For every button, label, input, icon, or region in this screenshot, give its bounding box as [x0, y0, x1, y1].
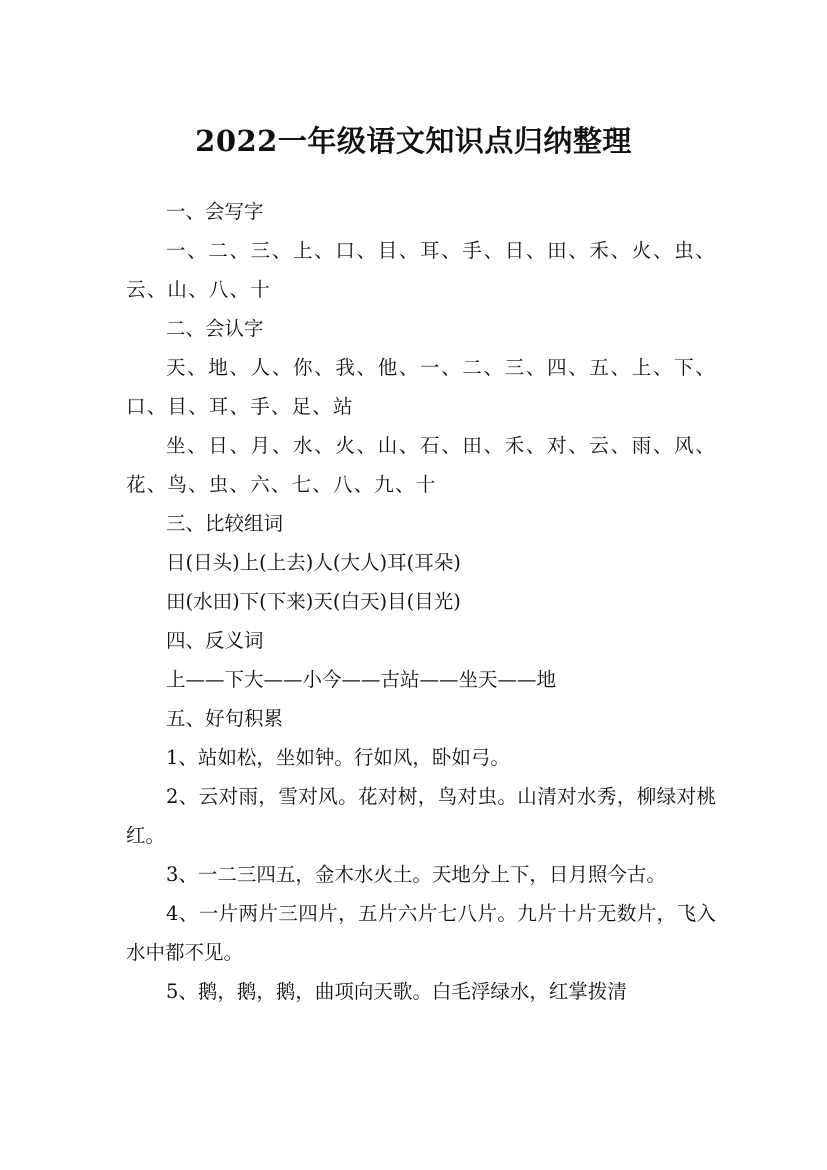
document-title: 2022一年级语文知识点归纳整理 — [195, 124, 632, 159]
document-body — [126, 192, 716, 1011]
paragraph-recognize-chars-1: 天、地、人、你、我、他、一、二、三、四、五、上、下、口、目、耳、手、足、站 — [126, 356, 716, 418]
sentence-item-4: 4、一片两片三四片，五片六片七八片。九片十片无数片，飞入水中都不见。 — [126, 902, 716, 964]
section-heading-write: 一、会写字 — [165, 200, 264, 223]
paragraph-antonyms: 上——下大——小今——古站——坐天——地 — [165, 668, 556, 691]
paragraph-write-chars: 一、二、三、上、口、目、耳、手、日、田、禾、火、虫、云、山、八、十 — [126, 239, 716, 301]
sentence-item-2: 2、云对雨，雪对风。花对树，鸟对虫。山清对水秀，柳绿对桃红。 — [126, 785, 716, 847]
paragraph-compare-1: 日(日头)上(上去)人(大人)耳(耳朵) — [165, 551, 461, 574]
paragraph-compare-2: 田(水田)下(下来)天(白天)目(目光) — [165, 590, 461, 613]
section-heading-antonyms: 四、反义词 — [165, 629, 264, 652]
section-heading-sentences: 五、好句积累 — [165, 707, 283, 730]
sentence-item-3: 3、一二三四五，金木水火土。天地分上下，日月照今古。 — [165, 863, 666, 886]
sentence-item-1: 1、站如松，坐如钟。行如风，卧如弓。 — [165, 746, 510, 769]
sentence-item-5: 5、鹅，鹅，鹅，曲项向天歌。白毛浮绿水，红掌拨清 — [165, 980, 627, 1003]
section-heading-compare: 三、比较组词 — [165, 512, 283, 535]
paragraph-recognize-chars-2: 坐、日、月、水、火、山、石、田、禾、对、云、雨、风、花、鸟、虫、六、七、八、九、十 — [126, 434, 716, 496]
section-heading-recognize: 二、会认字 — [165, 317, 264, 340]
